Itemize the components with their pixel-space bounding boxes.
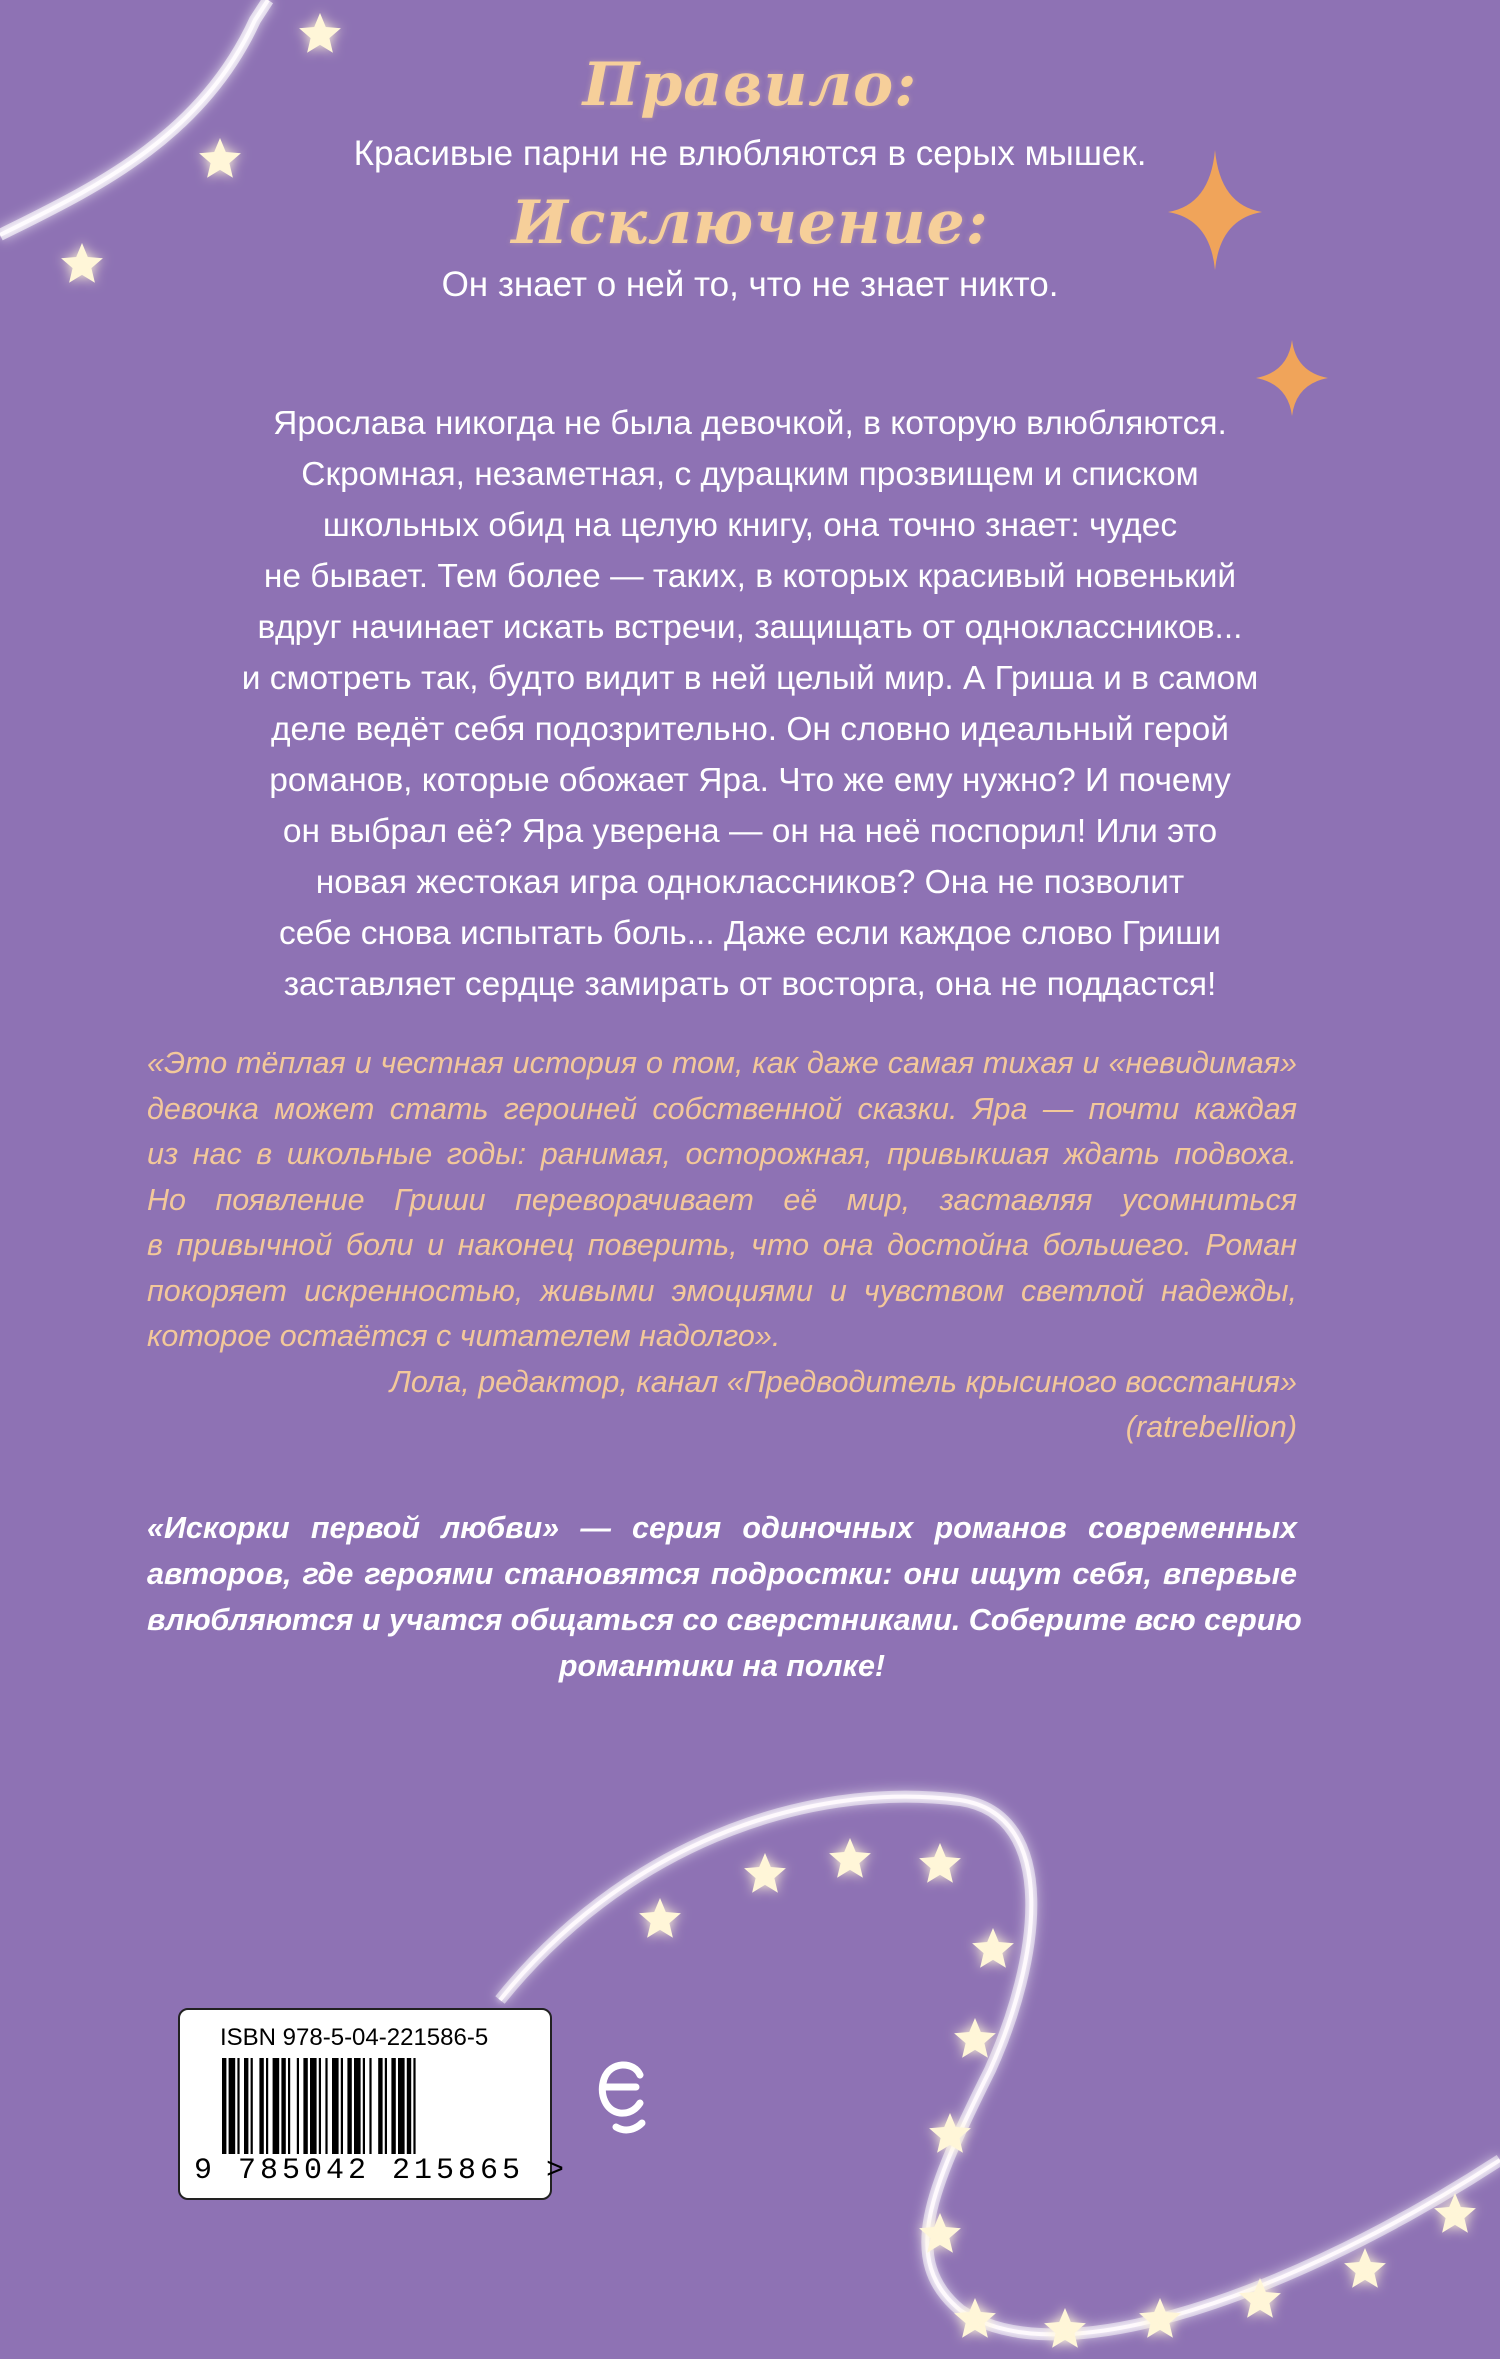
exception-text: Он знает о ней то, что не знает никто. [441,265,1059,304]
star-icon [639,1898,681,1938]
isbn-barcode [178,2008,569,2200]
star-icon [954,2018,996,2058]
rule-text: Красивые парни не влюбляются в серых мышек. [353,134,1147,173]
barcode-digits: 9 785042 215865 > [194,2154,569,2188]
review-line: «Это тёплая и честная история о том, как даже самая тихая и «невидимая» [147,1046,1297,1080]
synopsis-line: Ярослава никогда не была девочкой, в которую влюбляются. [273,405,1227,442]
star-icon [1044,2308,1086,2348]
isbn-label: ISBN 978-5-04-221586-5 [220,2024,489,2051]
series-line: авторов, где героями становятся подростки: они ищут себя, впервые [147,1557,1297,1591]
star-garland-bottom-icon [500,1797,1500,2335]
synopsis-line: деле ведёт себя подозрительно. Он словно идеальный герой [271,711,1229,748]
review-handle: (ratrebellion) [1125,1410,1297,1444]
synopsis-line: вдруг начинает искать встречи, защищать от одноклассников... [257,609,1243,646]
star-icon [299,13,341,53]
rule-heading: Правило: [582,50,918,120]
synopsis-line: Скромная, незаметная, с дурацким прозвищем и списком [301,456,1199,493]
series-line: влюбляются и учатся общаться со сверстниками. Соберите всю серию [147,1603,1302,1637]
review-attribution: Лола, редактор, канал «Предводитель крысиного восстания» [389,1364,1297,1399]
star-icon [919,1843,961,1883]
synopsis-line: школьных обид на целую книгу, она точно знает: чудес [322,507,1178,544]
editor-review [147,1041,1297,1451]
synopsis-line: он выбрал её? Яра уверена — он на неё поспорил! Или это [282,813,1218,850]
star-icon [972,1928,1014,1968]
review-line: Но появление Гриши переворачивает её мир, заставляя усомниться [147,1182,1297,1217]
synopsis-line: романов, которые обожает Яра. Что же ему нужно? И почему [269,762,1231,799]
series-description [147,1505,1302,1689]
review-line: которое остаётся с читателем надолго». [147,1319,781,1353]
star-icon [1139,2298,1181,2338]
barcode-icon [222,2058,522,2154]
publisher-logo-icon [596,2053,648,2137]
synopsis [150,398,1350,1010]
review-line: покоряет искренностью, живыми эмоциями и чувством светлой надежды, [147,1273,1297,1308]
review-line: девочка может стать героиней собственной сказки. Яра — почти каждая [147,1091,1297,1126]
star-icon [1344,2248,1386,2288]
synopsis-line: и смотреть так, будто видит в ней целый мир. А Гриша и в самом [241,660,1259,697]
synopsis-line: себе снова испытать боль... Даже если каждое слово Гриши [279,915,1221,952]
review-line: из нас в школьные годы: ранимая, осторожная, привыкшая ждать подвоха. [147,1137,1297,1171]
star-icon [829,1838,871,1878]
review-line: в привычной боли и наконец поверить, что она достойна большего. Роман [147,1228,1297,1262]
star-icon [744,1853,786,1893]
series-line: «Искорки первой любви» — серия одиночных романов современных [147,1511,1297,1545]
exception-heading: Исключение: [511,188,989,258]
series-line: романтики на полке! [558,1649,886,1683]
synopsis-line: не бывает. Тем более — таких, в которых красивый новенький [263,558,1237,595]
synopsis-line: заставляет сердце замирать от восторга, она не поддастся! [283,966,1217,1003]
synopsis-line: новая жестокая игра одноклассников? Она не позволит [315,864,1185,901]
